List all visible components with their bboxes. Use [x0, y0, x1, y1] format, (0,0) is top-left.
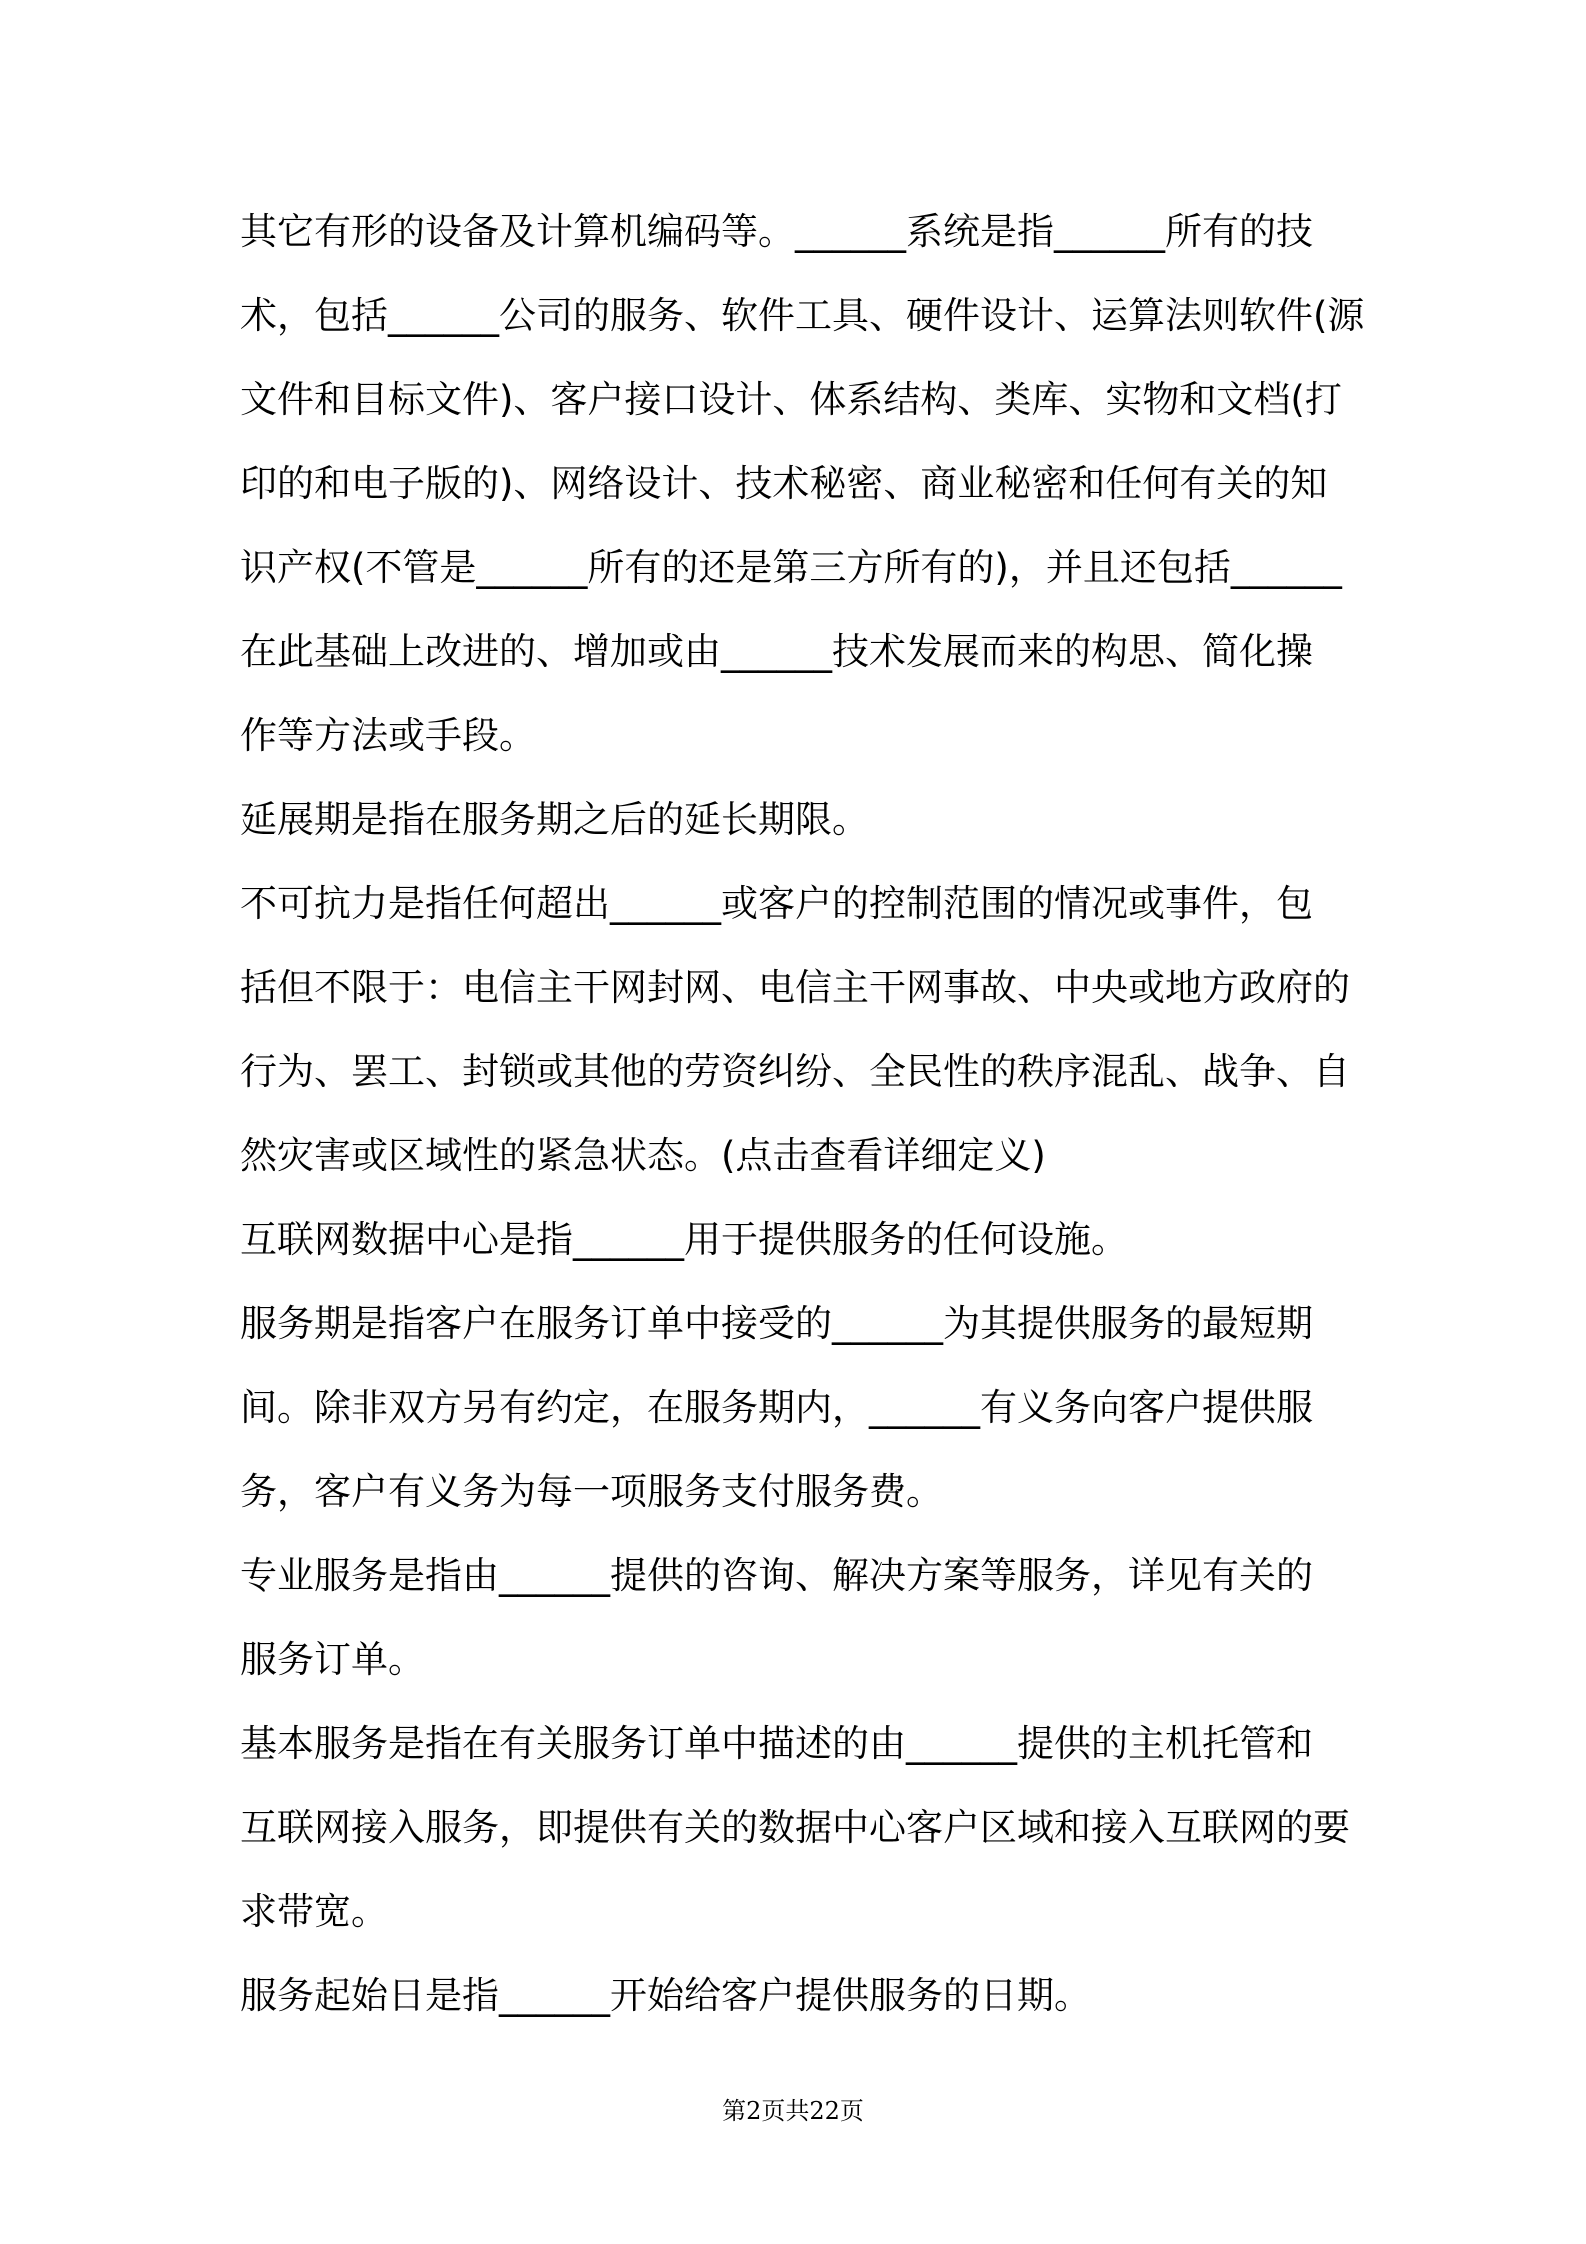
text-line: 不可抗力是指任何超出______或客户的控制范围的情况或事件，包 — [240, 882, 1313, 925]
document-body — [240, 190, 1365, 2038]
text-line: 专业服务是指由______提供的咨询、解决方案等服务，详见有关的 — [240, 1554, 1313, 1597]
text-line: 服务起始日是指______开始给客户提供服务的日期。 — [240, 1974, 1091, 2017]
text-line: 括但不限于：电信主干网封网、电信主干网事故、中央或地方政府的 — [240, 966, 1350, 1009]
text-line: 互联网接入服务，即提供有关的数据中心客户区域和接入互联网的要 — [240, 1806, 1350, 1849]
text-line: 然灾害或区域性的紧急状态。(点击查看详细定义) — [240, 1134, 1046, 1177]
text-line: 求带宽。 — [240, 1890, 388, 1933]
text-line: 延展期是指在服务期之后的延长期限。 — [240, 798, 869, 841]
text-line: 作等方法或手段。 — [240, 714, 536, 757]
page-number: 第2页共22页 — [722, 2097, 864, 2125]
text-line: 基本服务是指在有关服务订单中描述的由______提供的主机托管和 — [240, 1722, 1313, 1765]
text-line: 印的和电子版的)、网络设计、技术秘密、商业秘密和任何有关的知 — [240, 462, 1328, 505]
text-line: 务，客户有义务为每一项服务支付服务费。 — [240, 1470, 943, 1513]
text-line: 服务订单。 — [240, 1638, 425, 1681]
text-line: 行为、罢工、封锁或其他的劳资纠纷、全民性的秩序混乱、战争、自 — [240, 1050, 1350, 1093]
text-line: 识产权(不管是______所有的还是第三方所有的)，并且还包括______ — [240, 546, 1342, 589]
text-line: 在此基础上改进的、增加或由______技术发展而来的构思、简化操 — [240, 630, 1313, 673]
text-line: 互联网数据中心是指______用于提供服务的任何设施。 — [240, 1218, 1128, 1261]
text-line: 文件和目标文件)、客户接口设计、体系结构、类库、实物和文档(打 — [240, 378, 1342, 421]
text-line: 服务期是指客户在服务订单中接受的______为其提供服务的最短期 — [240, 1302, 1313, 1345]
text-line: 术，包括______公司的服务、软件工具、硬件设计、运算法则软件(源 — [240, 294, 1365, 337]
text-line: 其它有形的设备及计算机编码等。______系统是指______所有的技 — [240, 210, 1313, 253]
text-line: 间。除非双方另有约定，在服务期内，______有义务向客户提供服 — [240, 1386, 1313, 1429]
